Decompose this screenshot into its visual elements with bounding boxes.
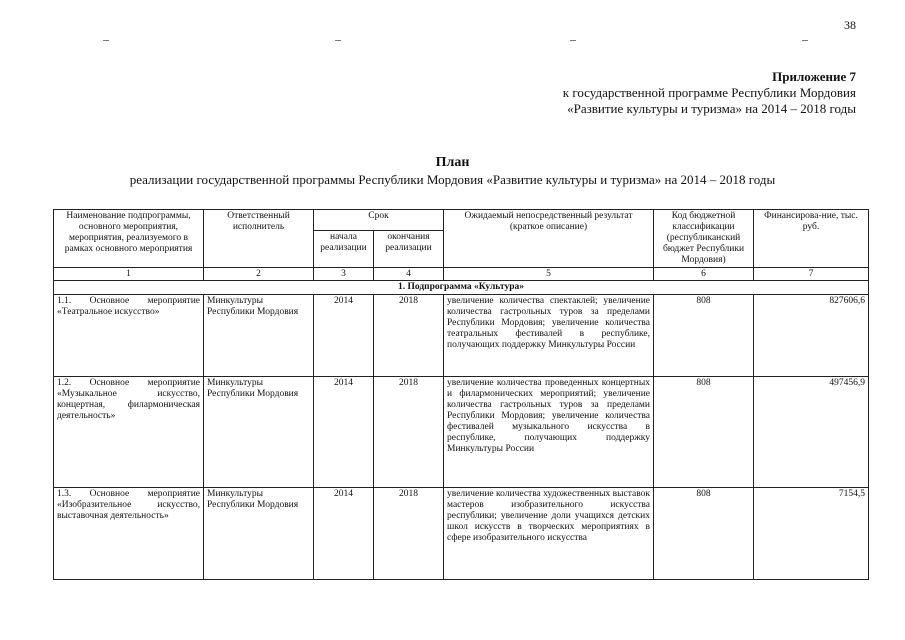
appendix-line-1: к государственной программе Республики Мордовия — [562, 85, 856, 100]
appendix-line-2: «Развитие культуры и туризма» на 2014 – 2018 годы — [567, 101, 856, 116]
financing: 7154,5 — [754, 488, 869, 580]
financing: 827606,6 — [754, 295, 869, 377]
scan-artifact — [103, 40, 109, 41]
expected-result: увеличение количества спектаклей; увеличение количества гастрольных туров за пределами Республики Мордовия; увеличение количества театральных фестивалей в республике, получающих поддержку Минкультуры России — [444, 295, 654, 377]
end-year: 2018 — [374, 488, 444, 580]
end-year: 2018 — [374, 377, 444, 488]
end-year: 2018 — [374, 295, 444, 377]
budget-code: 808 — [654, 488, 754, 580]
activity-name: 1.1. Основное мероприятие «Театральное искусство» — [54, 295, 204, 377]
section-title: 1. Подпрограмма «Культура» — [54, 281, 869, 295]
page-number: 38 — [844, 18, 856, 32]
header-name: Наименование подпрограммы, основного мероприятия, мероприятия, реализуемого в рамках основного мероприятия — [54, 210, 204, 268]
executor: Минкультуры Республики Мордовия — [204, 295, 314, 377]
expected-result: увеличение количества проведенных концертных и филармонических мероприятий; увеличение количества гастрольных туров за пределами Республики Мордовия; увеличение количества фестивалей музыкального искусства в республике, получающих поддержку Минкультуры России — [444, 377, 654, 488]
budget-code: 808 — [654, 377, 754, 488]
header-financing: Финансирова-ние, тыс. руб. — [754, 210, 869, 268]
header-term: Срок — [314, 210, 444, 231]
column-number: 5 — [444, 268, 654, 281]
header-start: начала реализации — [314, 230, 374, 267]
column-number: 3 — [314, 268, 374, 281]
column-number: 4 — [374, 268, 444, 281]
start-year: 2014 — [314, 295, 374, 377]
column-number: 7 — [754, 268, 869, 281]
header-result: Ожидаемый непосредственный результат (краткое описание) — [444, 210, 654, 268]
column-number: 2 — [204, 268, 314, 281]
scan-artifact — [570, 40, 576, 41]
column-number-row — [54, 268, 869, 281]
executor: Минкультуры Республики Мордовия — [204, 377, 314, 488]
financing: 497456,9 — [754, 377, 869, 488]
budget-code: 808 — [654, 295, 754, 377]
table-row — [54, 377, 869, 488]
appendix-header — [563, 69, 856, 117]
activity-name: 1.2. Основное мероприятие «Музыкальное искусство, концертная, филармоническая деятельность» — [54, 377, 204, 488]
header-budget-code: Код бюджетной классификации (республиканский бюджет Республики Мордовия) — [654, 210, 754, 268]
scan-artifact — [802, 40, 808, 41]
appendix-title: Приложение 7 — [772, 69, 856, 84]
column-number: 1 — [54, 268, 204, 281]
scan-artifact — [335, 40, 341, 41]
start-year: 2014 — [314, 488, 374, 580]
executor: Минкультуры Республики Мордовия — [204, 488, 314, 580]
plan-subtitle: реализации государственной программы Республики Мордовия «Развитие культуры и туризма» на 2014 – 2018 годы — [129, 172, 776, 187]
activity-name: 1.3. Основное мероприятие «Изобразительное искусство, выставочная деятельность» — [54, 488, 204, 580]
expected-result: увеличение количества художественных выставок мастеров изобразительного искусства республики; увеличение доли учащихся детских школ искусств в творческих мероприятиях в сфере изобразительного искусства — [444, 488, 654, 580]
section-row — [54, 281, 869, 295]
start-year: 2014 — [314, 377, 374, 488]
header-end: окончания реализации — [374, 230, 444, 267]
plan-table — [53, 209, 869, 580]
header-executor: Ответственный исполнитель — [204, 210, 314, 268]
plan-title: План — [435, 155, 470, 170]
table-row — [54, 295, 869, 377]
table-row — [54, 488, 869, 580]
column-number: 6 — [654, 268, 754, 281]
